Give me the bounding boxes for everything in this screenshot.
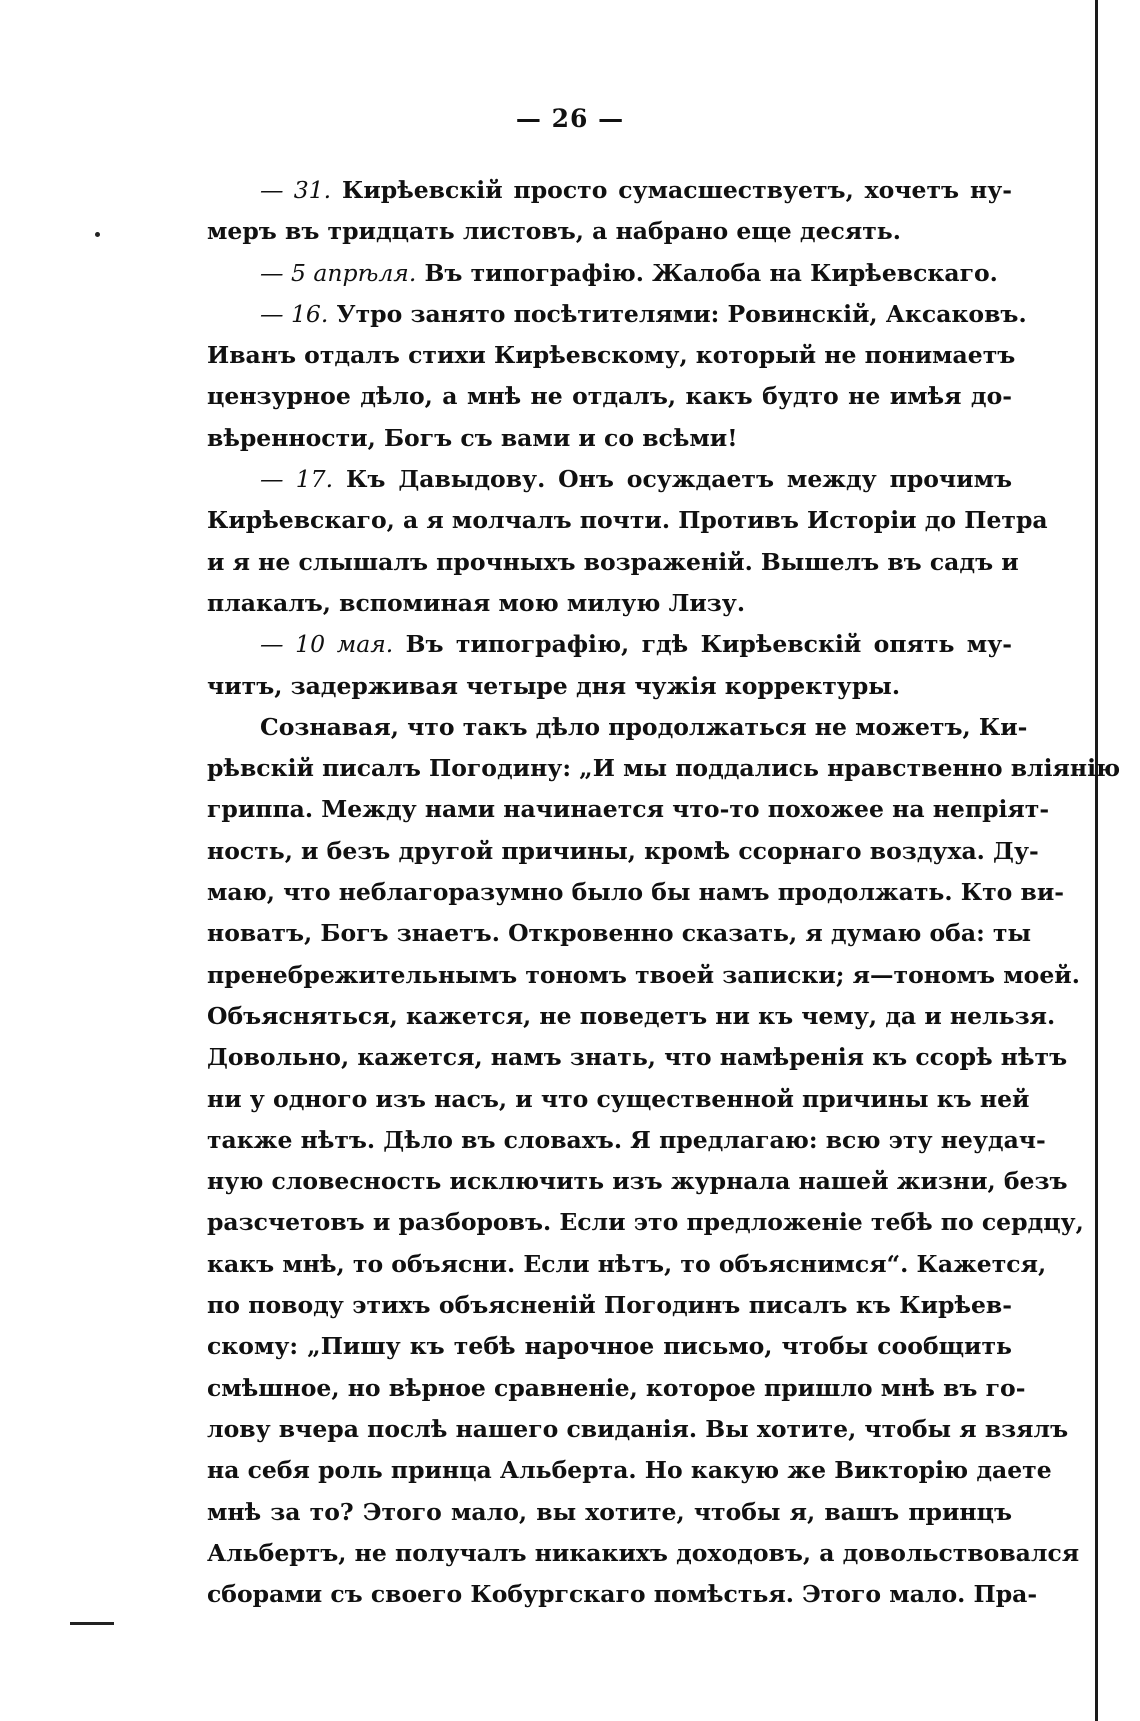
line-text: Утро занято посѣтителями: Ровинскій, Аксаковъ. (328, 299, 1027, 328)
text-line (207, 996, 1056, 1037)
text-line (207, 1244, 1047, 1285)
margin-mark-dash (70, 1622, 114, 1625)
page-edge-line (1095, 0, 1098, 1721)
text-line (207, 624, 1012, 665)
text-line (207, 707, 1028, 748)
line-text: Въ типографію. Жалоба на Кирѣевскаго. (416, 258, 998, 287)
diary-date: — 16. (260, 299, 329, 328)
text-line (207, 170, 1012, 211)
line-text: Въ типографію, гдѣ Кирѣевскій опять му- (393, 630, 1012, 659)
diary-date: — 17. (260, 465, 334, 494)
text-line (207, 1079, 1030, 1120)
text-line (207, 955, 1080, 996)
line-text: маю, что неблагоразумно было бы намъ продолжать. Кто ви- (207, 878, 1065, 907)
line-text: и я не слышалъ прочныхъ возраженій. Вышелъ въ садъ и (207, 547, 1019, 576)
line-text: Къ Давыдову. Онъ осуждаетъ между прочимъ (333, 465, 1013, 494)
text-line (207, 583, 1012, 624)
text-line (207, 1120, 1046, 1161)
line-text: читъ, задерживая четыре дня чужія корректуры. (207, 671, 900, 700)
line-text: ни у одного изъ насъ, и что существенной причины къ ней (207, 1084, 1030, 1113)
text-line (207, 913, 1032, 954)
line-text: Довольно, кажется, намъ знать, что намѣренія къ ссорѣ нѣтъ (207, 1043, 1068, 1072)
text-line (207, 376, 1012, 417)
line-text: Сознавая, что такъ дѣло продолжаться не можетъ, Ки- (260, 712, 1028, 741)
text-line (207, 1161, 1068, 1202)
text-line (207, 253, 1012, 294)
line-text: рѣвскій писалъ Погодину: „И мы поддались нравственно вліянію (207, 754, 1121, 783)
text-line (207, 1409, 1069, 1450)
line-text: по поводу этихъ объясненій Погодинъ писалъ къ Кирѣев- (207, 1291, 1012, 1320)
text-line (207, 294, 1027, 335)
line-text: скому: „Пишу къ тебѣ нарочное письмо, чтобы сообщить (207, 1332, 1012, 1361)
text-line (207, 542, 1019, 583)
body-text (207, 170, 1121, 1615)
line-text: Кирѣевскій просто сумасшествуетъ, хочетъ ну- (331, 176, 1012, 204)
line-text: плакалъ, вспоминая мою милую Лизу. (207, 588, 746, 617)
text-line (207, 1202, 1084, 1243)
line-text: вѣренности, Богъ съ вами и со всѣми! (207, 423, 738, 452)
text-line (207, 666, 1012, 707)
line-text: гриппа. Между нами начинается что-то похожее на непріят- (207, 795, 1050, 824)
line-text: Кирѣевскаго, а я молчалъ почти. Противъ Исторіи до Петра (207, 506, 1048, 535)
text-line (207, 1368, 1026, 1409)
text-line (207, 1285, 1012, 1326)
text-line (207, 831, 1039, 872)
line-text: Объясняться, кажется, не поведетъ ни къ чему, да и нельзя. (207, 1001, 1056, 1030)
line-text: сборами съ своего Кобургскаго помѣстья. Этого мало. Пра- (207, 1580, 1038, 1609)
line-text: пренебрежительнымъ тономъ твоей записки; я—тономъ моей. (207, 960, 1080, 989)
line-text: меръ въ тридцать листовъ, а набрано еще десять. (207, 217, 901, 246)
text-line (207, 335, 1016, 376)
text-line (207, 459, 1012, 500)
line-text: смѣшное, но вѣрное сравненіе, которое пришло мнѣ въ го- (207, 1373, 1026, 1402)
line-text: Альбертъ, не получалъ никакихъ доходовъ, а довольствовался (207, 1538, 1080, 1567)
diary-date: — 10 мая. (260, 630, 394, 659)
text-line (207, 1326, 1012, 1367)
line-text: цензурное дѣло, а мнѣ не отдалъ, какъ будто не имѣя до- (207, 382, 1012, 411)
line-text: Иванъ отдалъ стихи Кирѣевскому, который не понимаетъ (207, 341, 1016, 370)
diary-date: — 5 апрѣля. (260, 258, 417, 287)
text-line (207, 1492, 1012, 1533)
text-line (207, 789, 1050, 830)
diary-date: — 31. (260, 176, 332, 204)
text-line (207, 1037, 1068, 1078)
text-line (207, 872, 1065, 913)
line-text: разсчетовъ и разборовъ. Если это предложеніе тебѣ по сердцу, (207, 1208, 1084, 1237)
line-text: новатъ, Богъ знаетъ. Откровенно сказать, я думаю оба: ты (207, 919, 1032, 948)
line-text: на себя роль принца Альберта. Но какую же Викторію даете (207, 1456, 1052, 1485)
line-text: мнѣ за то? Этого мало, вы хотите, чтобы я, вашъ принцъ (207, 1497, 1012, 1526)
text-line (207, 418, 1012, 459)
text-line (207, 1450, 1052, 1491)
text-line (207, 1533, 1080, 1574)
text-line (207, 1574, 1038, 1615)
text-line (207, 211, 1012, 252)
line-text: также нѣтъ. Дѣло въ словахъ. Я предлагаю: всю эту неудач- (207, 1125, 1046, 1154)
page-number: — 26 — (515, 104, 625, 133)
margin-mark-dot (95, 232, 100, 237)
line-text: какъ мнѣ, то объясни. Если нѣтъ, то объяснимся“. Кажется, (207, 1249, 1047, 1278)
text-line (207, 748, 1121, 789)
line-text: ную словесность исключить изъ журнала нашей жизни, безъ (207, 1167, 1068, 1196)
text-line (207, 500, 1048, 541)
line-text: лову вчера послѣ нашего свиданія. Вы хотите, чтобы я взялъ (207, 1414, 1069, 1443)
line-text: ность, и безъ другой причины, кромѣ ссорнаго воздуха. Ду- (207, 836, 1039, 865)
